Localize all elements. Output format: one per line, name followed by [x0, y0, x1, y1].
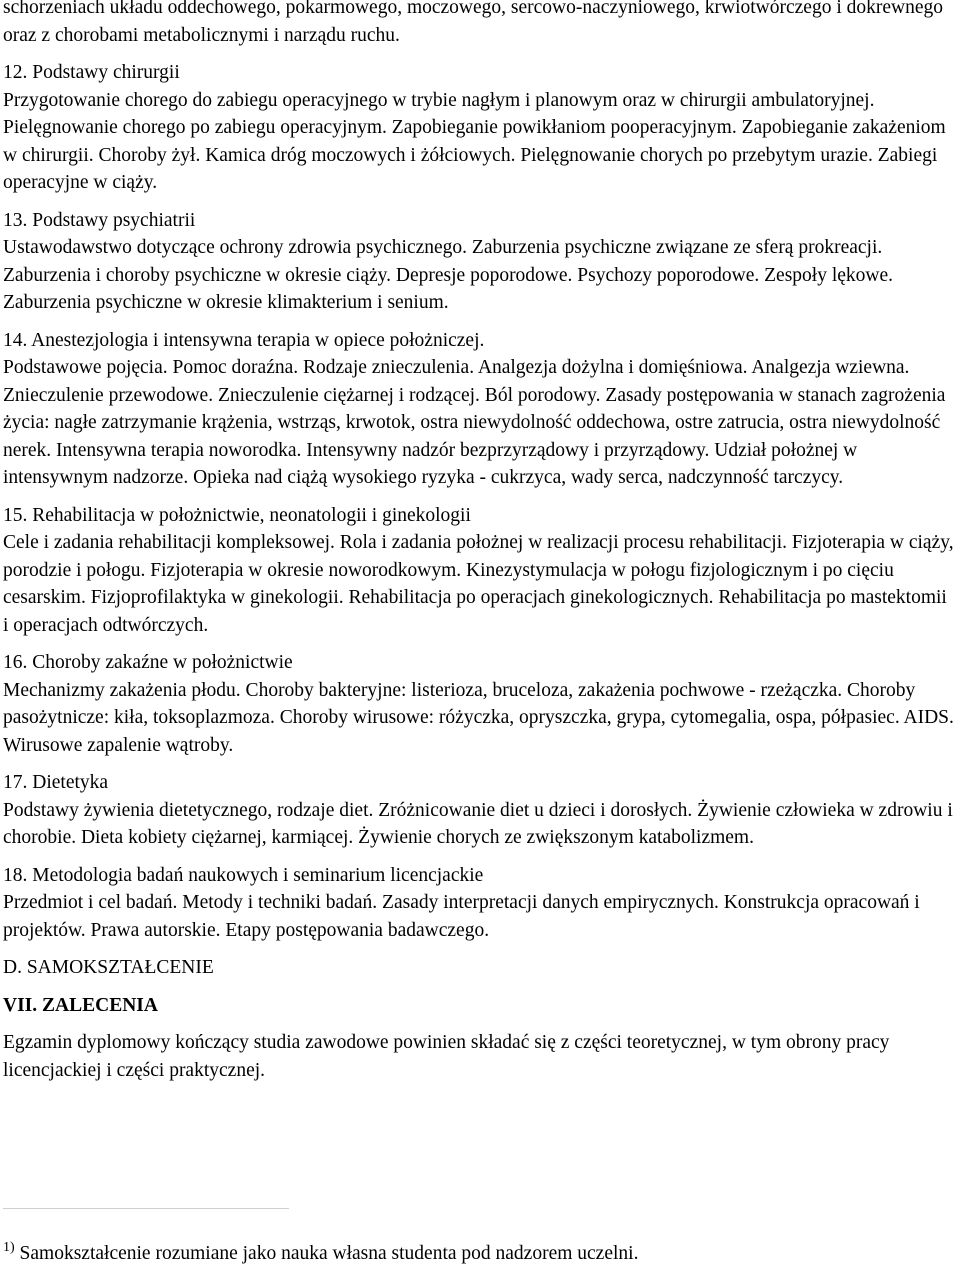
course-item	[3, 769, 955, 852]
course-item	[3, 207, 955, 317]
footnote-text: Samokształcenie rozumiane jako nauka własna studenta pod nadzorem uczelni.	[19, 1243, 639, 1264]
course-item	[3, 649, 955, 759]
course-item	[3, 862, 955, 945]
section-vii-body: Egzamin dyplomowy kończący studia zawodowe powinien składać się z części teoretycznej, w tym obrony pracy licencjackiej i części praktycznej.	[3, 1032, 890, 1081]
course-heading: 18. Metodologia badań naukowych i seminarium licencjackie	[3, 864, 484, 886]
course-description: Podstawy żywienia dietetycznego, rodzaje diet. Zróżnicowanie diet u dzieci i dorosłych. Żywienie człowieka w zdrowiu i chorobie. Dieta kobiety ciężarnej, karmiącej. Żywienie chorych ze zwiększonym katabolizmem.	[3, 799, 953, 848]
course-list	[3, 59, 955, 944]
footnote-separator	[3, 1208, 289, 1209]
course-description: Przedmiot i cel badań. Metody i techniki badań. Zasady interpretacji danych empirycznych. Konstrukcja opracowań i projektów. Prawa autorskie. Etapy postępowania badawczego.	[3, 892, 920, 941]
course-item	[3, 502, 955, 640]
course-heading: 16. Choroby zakaźne w położnictwie	[3, 652, 293, 673]
course-description: Przygotowanie chorego do zabiegu operacyjnego w trybie nagłym i planowym oraz w chirurgii ambulatoryjnej. Pielęgnowanie chorego po zabiegu operacyjnym. Zapobieganie powikłaniom pooperacyjnym. Zapobieganie zakażeniom w chirurgii. Choroby żył. Kamica dróg moczowych i żółciowych. Pielęgnowanie chorych po przebytym urazie. Zabiegi operacyjne w ciąży.	[3, 89, 946, 193]
course-item	[3, 59, 955, 197]
course-description: Ustawodawstwo dotyczące ochrony zdrowia psychicznego. Zaburzenia psychiczne związane ze sferą prokreacji. Zaburzenia i choroby psychiczne w okresie ciąży. Depresje poporodowe. Psychozy poporodowe. Zespoły lękowe. Zaburzenia psychiczne w okresie klimakterium i senium.	[3, 237, 894, 313]
course-item	[3, 327, 955, 492]
footnote-marker: 1)	[3, 1240, 15, 1255]
section-vii-heading: VII. ZALECENIA	[3, 994, 158, 1016]
course-heading: 12. Podstawy chirurgii	[3, 62, 180, 83]
document-page	[3, 0, 955, 1094]
intro-paragraph: schorzeniach układu oddechowego, pokarmowego, moczowego, sercowo-naczyniowego, krwiotwórczego i dokrewnego oraz z chorobami metabolicznymi i narządu ruchu.	[3, 0, 944, 46]
course-heading: 17. Dietetyka	[3, 772, 109, 793]
footnote	[3, 1240, 953, 1268]
course-heading: 14. Anestezjologia i intensywna terapia w opiece położniczej.	[3, 329, 485, 351]
course-description: Mechanizmy zakażenia płodu. Choroby bakteryjne: listerioza, bruceloza, zakażenia pochwowe - rzeżączka. Choroby pasożytnicze: kiła, toksoplazmoza. Choroby wirusowe: różyczka, opryszczka, grypa, cytomegalia, ospa, półpasiec. AIDS. Wirusowe zapalenie wątroby.	[3, 679, 954, 756]
course-description: Podstawowe pojęcia. Pomoc doraźna. Rodzaje znieczulenia. Analgezja dożylna i domięśniowa. Analgezja wziewna. Znieczulenie przewodowe. Znieczulenie ciężarnej i rodzącej. Ból porodowy. Zasady postępowania w stanach zagrożenia życia: nagłe zatrzymanie krążenia, wstrząs, krwotok, ostra niewydolność oddechowa, ostre zatrucia, ostra niewydolność nerek. Intensywna terapia noworodka. Intensywny nadzór bezprzyrządowy i przyrządowy. Udział położnej w intensywnym nadzorze. Opieka nad ciążą wysokiego ryzyka - cukrzyca, wady serca, nadczynność tarczycy.	[3, 357, 946, 488]
section-d-heading: D. SAMOKSZTAŁCENIE	[3, 957, 214, 978]
course-heading: 13. Podstawy psychiatrii	[3, 209, 196, 231]
course-description: Cele i zadania rehabilitacji kompleksowej. Rola i zadania położnej w realizacji procesu rehabilitacji. Fizjoterapia w ciąży, porodzie i połogu. Fizjoterapia w okresie noworodkowym. Kinezystymulacja w połogu fizjologicznym i po cięciu cesarskim. Fizjoprofilaktyka w ginekologii. Rehabilitacja po operacjach ginekologicznych. Rehabilitacja po mastektomii i operacjach odtwórczych.	[3, 532, 954, 636]
course-heading: 15. Rehabilitacja w położnictwie, neonatologii i ginekologii	[3, 504, 471, 526]
